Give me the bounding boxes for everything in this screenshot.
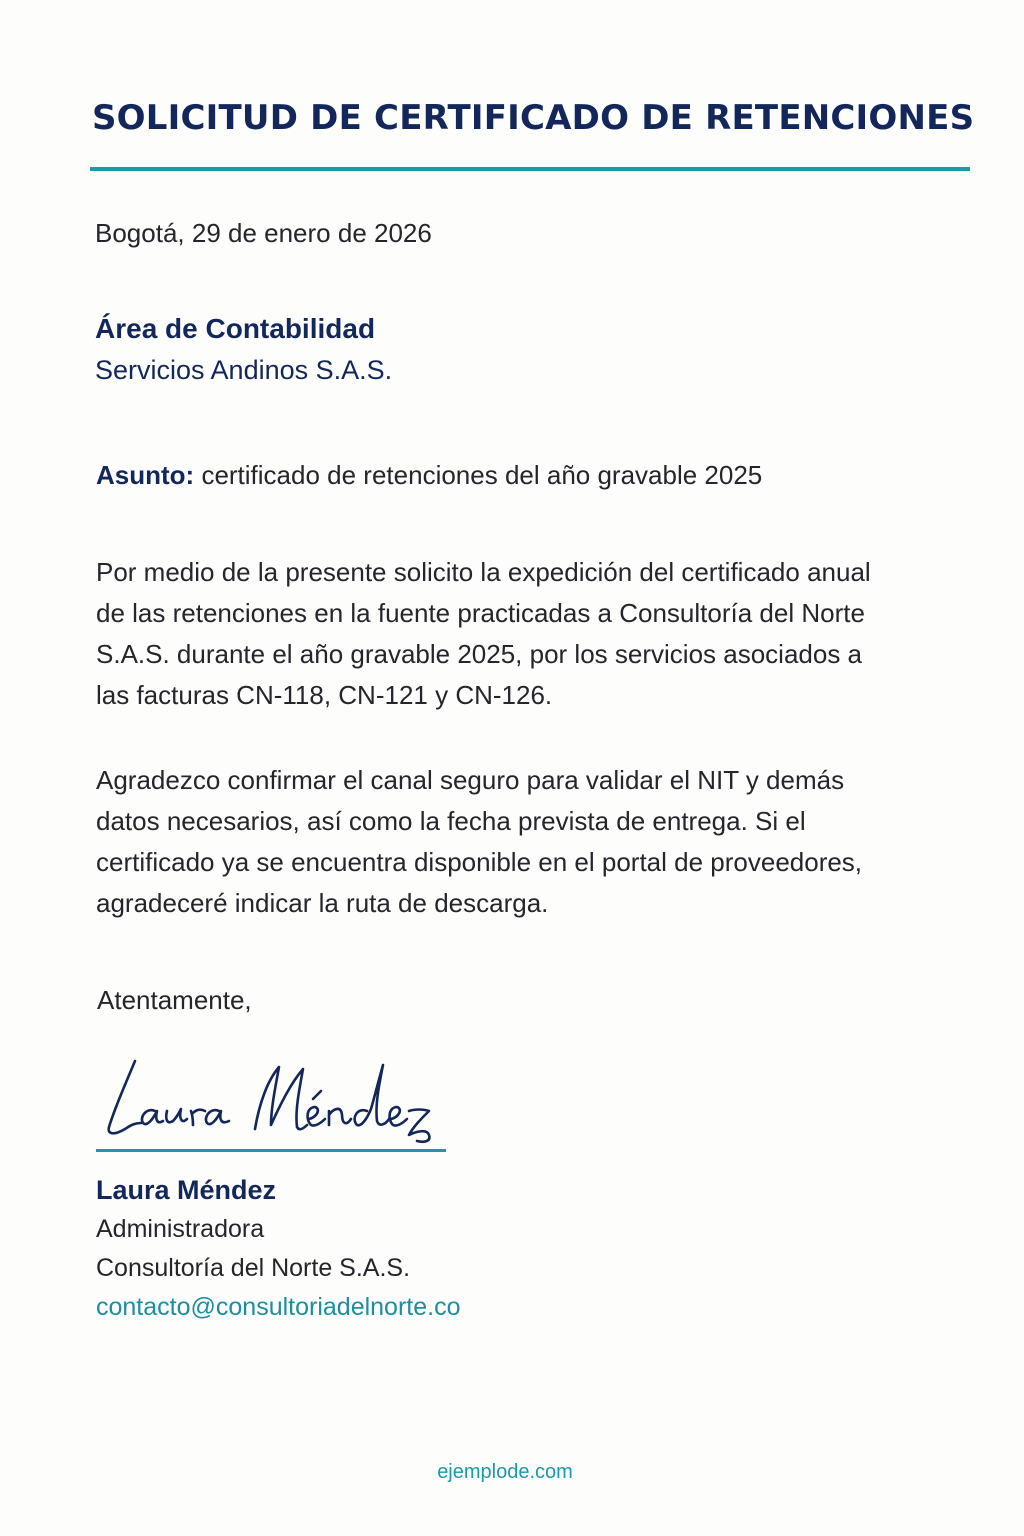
signature-block [96, 1170, 460, 1327]
subject-line [96, 460, 762, 491]
subject-label: Asunto: [96, 460, 195, 490]
footer-site: ejemplode.com [437, 1461, 573, 1483]
body-paragraph-2: Agradezco confirmar el canal seguro para validar el NIT y demás datos necesarios, así como la fecha prevista de entrega. Si el certificado ya se encuentra disponible en el portal de proveedores, agradeceré indicar la ruta de descarga. [96, 765, 863, 918]
handwritten-signature [95, 1045, 455, 1145]
letter-date: Bogotá, 29 de enero de 2026 [95, 218, 432, 248]
signature-line [96, 1149, 446, 1152]
title-divider [90, 167, 970, 171]
signer-role: Administradora [96, 1215, 265, 1243]
signer-company: Consultoría del Norte S.A.S. [96, 1254, 411, 1282]
recipient-company: Servicios Andinos S.A.S. [95, 355, 393, 385]
document-title: SOLICITUD DE CERTIFICADO DE RETENCIONES [92, 98, 975, 138]
recipient-block [95, 311, 392, 393]
recipient-department: Área de Contabilidad [95, 313, 376, 344]
closing-salutation: Atentamente, [97, 985, 252, 1015]
subject-text: certificado de retenciones del año gravable 2025 [201, 460, 763, 490]
signer-name: Laura Méndez [96, 1175, 277, 1205]
signer-email-link[interactable]: contacto@consultoriadelnorte.co [96, 1293, 461, 1321]
body-paragraph-1: Por medio de la presente solicito la expedición del certificado anual de las retenciones en la fuente practicadas a Consultoría del Norte S.A.S. durante el año gravable 2025, por los servicios asociados a las facturas CN-118, CN-121 y CN-126. [96, 557, 871, 710]
